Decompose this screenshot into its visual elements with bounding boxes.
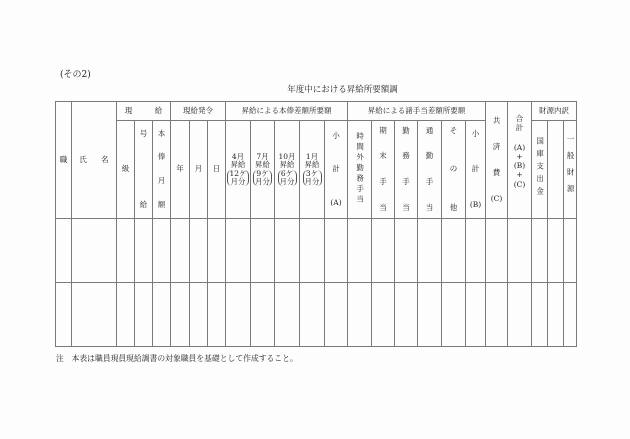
cell[interactable] — [251, 283, 275, 347]
cell[interactable] — [275, 219, 300, 283]
cell[interactable] — [442, 283, 466, 347]
header-shimei: 氏 名 — [72, 102, 117, 219]
cell[interactable] — [418, 219, 442, 283]
cell[interactable] — [226, 219, 251, 283]
cell[interactable] — [532, 219, 548, 283]
header-hi: 日 — [208, 121, 226, 219]
header-ippan: 一般財源 — [564, 121, 577, 219]
cell[interactable] — [275, 283, 300, 347]
header-teate-group: 昇給による諸手当差額所要額 — [348, 102, 486, 121]
header-tsuki: 月 — [190, 121, 208, 219]
cell[interactable] — [72, 219, 117, 283]
cell[interactable] — [466, 283, 486, 347]
cell[interactable] — [508, 219, 532, 283]
cell[interactable] — [153, 219, 171, 283]
cell[interactable] — [56, 219, 72, 283]
cell[interactable] — [190, 219, 208, 283]
cell[interactable] — [117, 219, 135, 283]
header-gokei: 合 計 (A) + (B) + (C) — [508, 102, 532, 219]
cell[interactable] — [548, 283, 564, 347]
cell[interactable] — [466, 219, 486, 283]
cell[interactable] — [486, 219, 508, 283]
salary-increase-table — [55, 101, 577, 347]
header-honpo-sagaku-group: 昇給による本俸差額所要額 — [226, 102, 348, 121]
cell[interactable] — [251, 219, 275, 283]
cell[interactable] — [418, 283, 442, 347]
document-subtitle: (その2) — [60, 70, 91, 80]
cell[interactable] — [325, 219, 348, 283]
header-zaigen-group: 財源内訳 — [532, 102, 577, 121]
cell[interactable] — [208, 283, 226, 347]
cell[interactable] — [226, 283, 251, 347]
header-shokei-b: 小 計 (B) — [466, 121, 486, 219]
header-month-jan: 1月 昇給 3ケ 月分 — [300, 121, 325, 219]
cell[interactable] — [508, 283, 532, 347]
cell[interactable] — [135, 283, 153, 347]
cell[interactable] — [564, 219, 577, 283]
cell[interactable] — [548, 219, 564, 283]
cell[interactable] — [72, 283, 117, 347]
header-month-jul: 7月 昇給 9ケ 月分 — [251, 121, 275, 219]
header-kyu: 級 — [117, 121, 135, 219]
header-month-apr: 4月 昇給 12ケ 月分 — [226, 121, 251, 219]
cell[interactable] — [325, 283, 348, 347]
header-kokko: 国庫支出金 — [532, 121, 548, 219]
cell[interactable] — [135, 219, 153, 283]
header-shoku: 職 — [56, 102, 72, 219]
header-honpo-getsugaku: 本 俸 月 額 — [153, 121, 171, 219]
cell[interactable] — [372, 283, 395, 347]
cell[interactable] — [300, 283, 325, 347]
header-nen: 年 — [171, 121, 190, 219]
cell[interactable] — [171, 219, 190, 283]
cell[interactable] — [372, 219, 395, 283]
header-blank-col — [548, 121, 564, 219]
cell[interactable] — [348, 219, 372, 283]
header-gokyu: 号 給 — [135, 121, 153, 219]
cell[interactable] — [486, 283, 508, 347]
header-sonota: そ の 他 — [442, 121, 466, 219]
header-kyosaihi: 共 済 費 (C) — [486, 102, 508, 219]
cell[interactable] — [153, 283, 171, 347]
cell[interactable] — [300, 219, 325, 283]
cell[interactable] — [442, 219, 466, 283]
cell[interactable] — [348, 283, 372, 347]
cell[interactable] — [564, 283, 577, 347]
cell[interactable] — [190, 283, 208, 347]
cell[interactable] — [395, 283, 418, 347]
cell[interactable] — [532, 283, 548, 347]
header-kinmu: 勤 務 手 当 — [395, 121, 418, 219]
cell[interactable] — [395, 219, 418, 283]
document-note: 注 本表は職員現員現給調書の対象職員を基礎として作成すること。 — [56, 354, 298, 363]
cell[interactable] — [171, 283, 190, 347]
header-tsukin: 通 勤 手 当 — [418, 121, 442, 219]
header-hatsurei-group: 現給発令 — [171, 102, 226, 121]
cell[interactable] — [117, 283, 135, 347]
cell[interactable] — [208, 219, 226, 283]
table-row — [56, 283, 577, 347]
table-row — [56, 219, 577, 283]
header-jikangai: 時間外勤務手当 — [348, 121, 372, 219]
document-title: 年度中における昇給所要額調 — [287, 85, 398, 95]
header-kimatsu: 期 末 手 当 — [372, 121, 395, 219]
header-month-oct: 10月 昇給 6ケ 月分 — [275, 121, 300, 219]
header-shokei-a: 小 計 (A) — [325, 121, 348, 219]
header-genkyu-group: 現 給 — [117, 102, 171, 121]
cell[interactable] — [56, 283, 72, 347]
